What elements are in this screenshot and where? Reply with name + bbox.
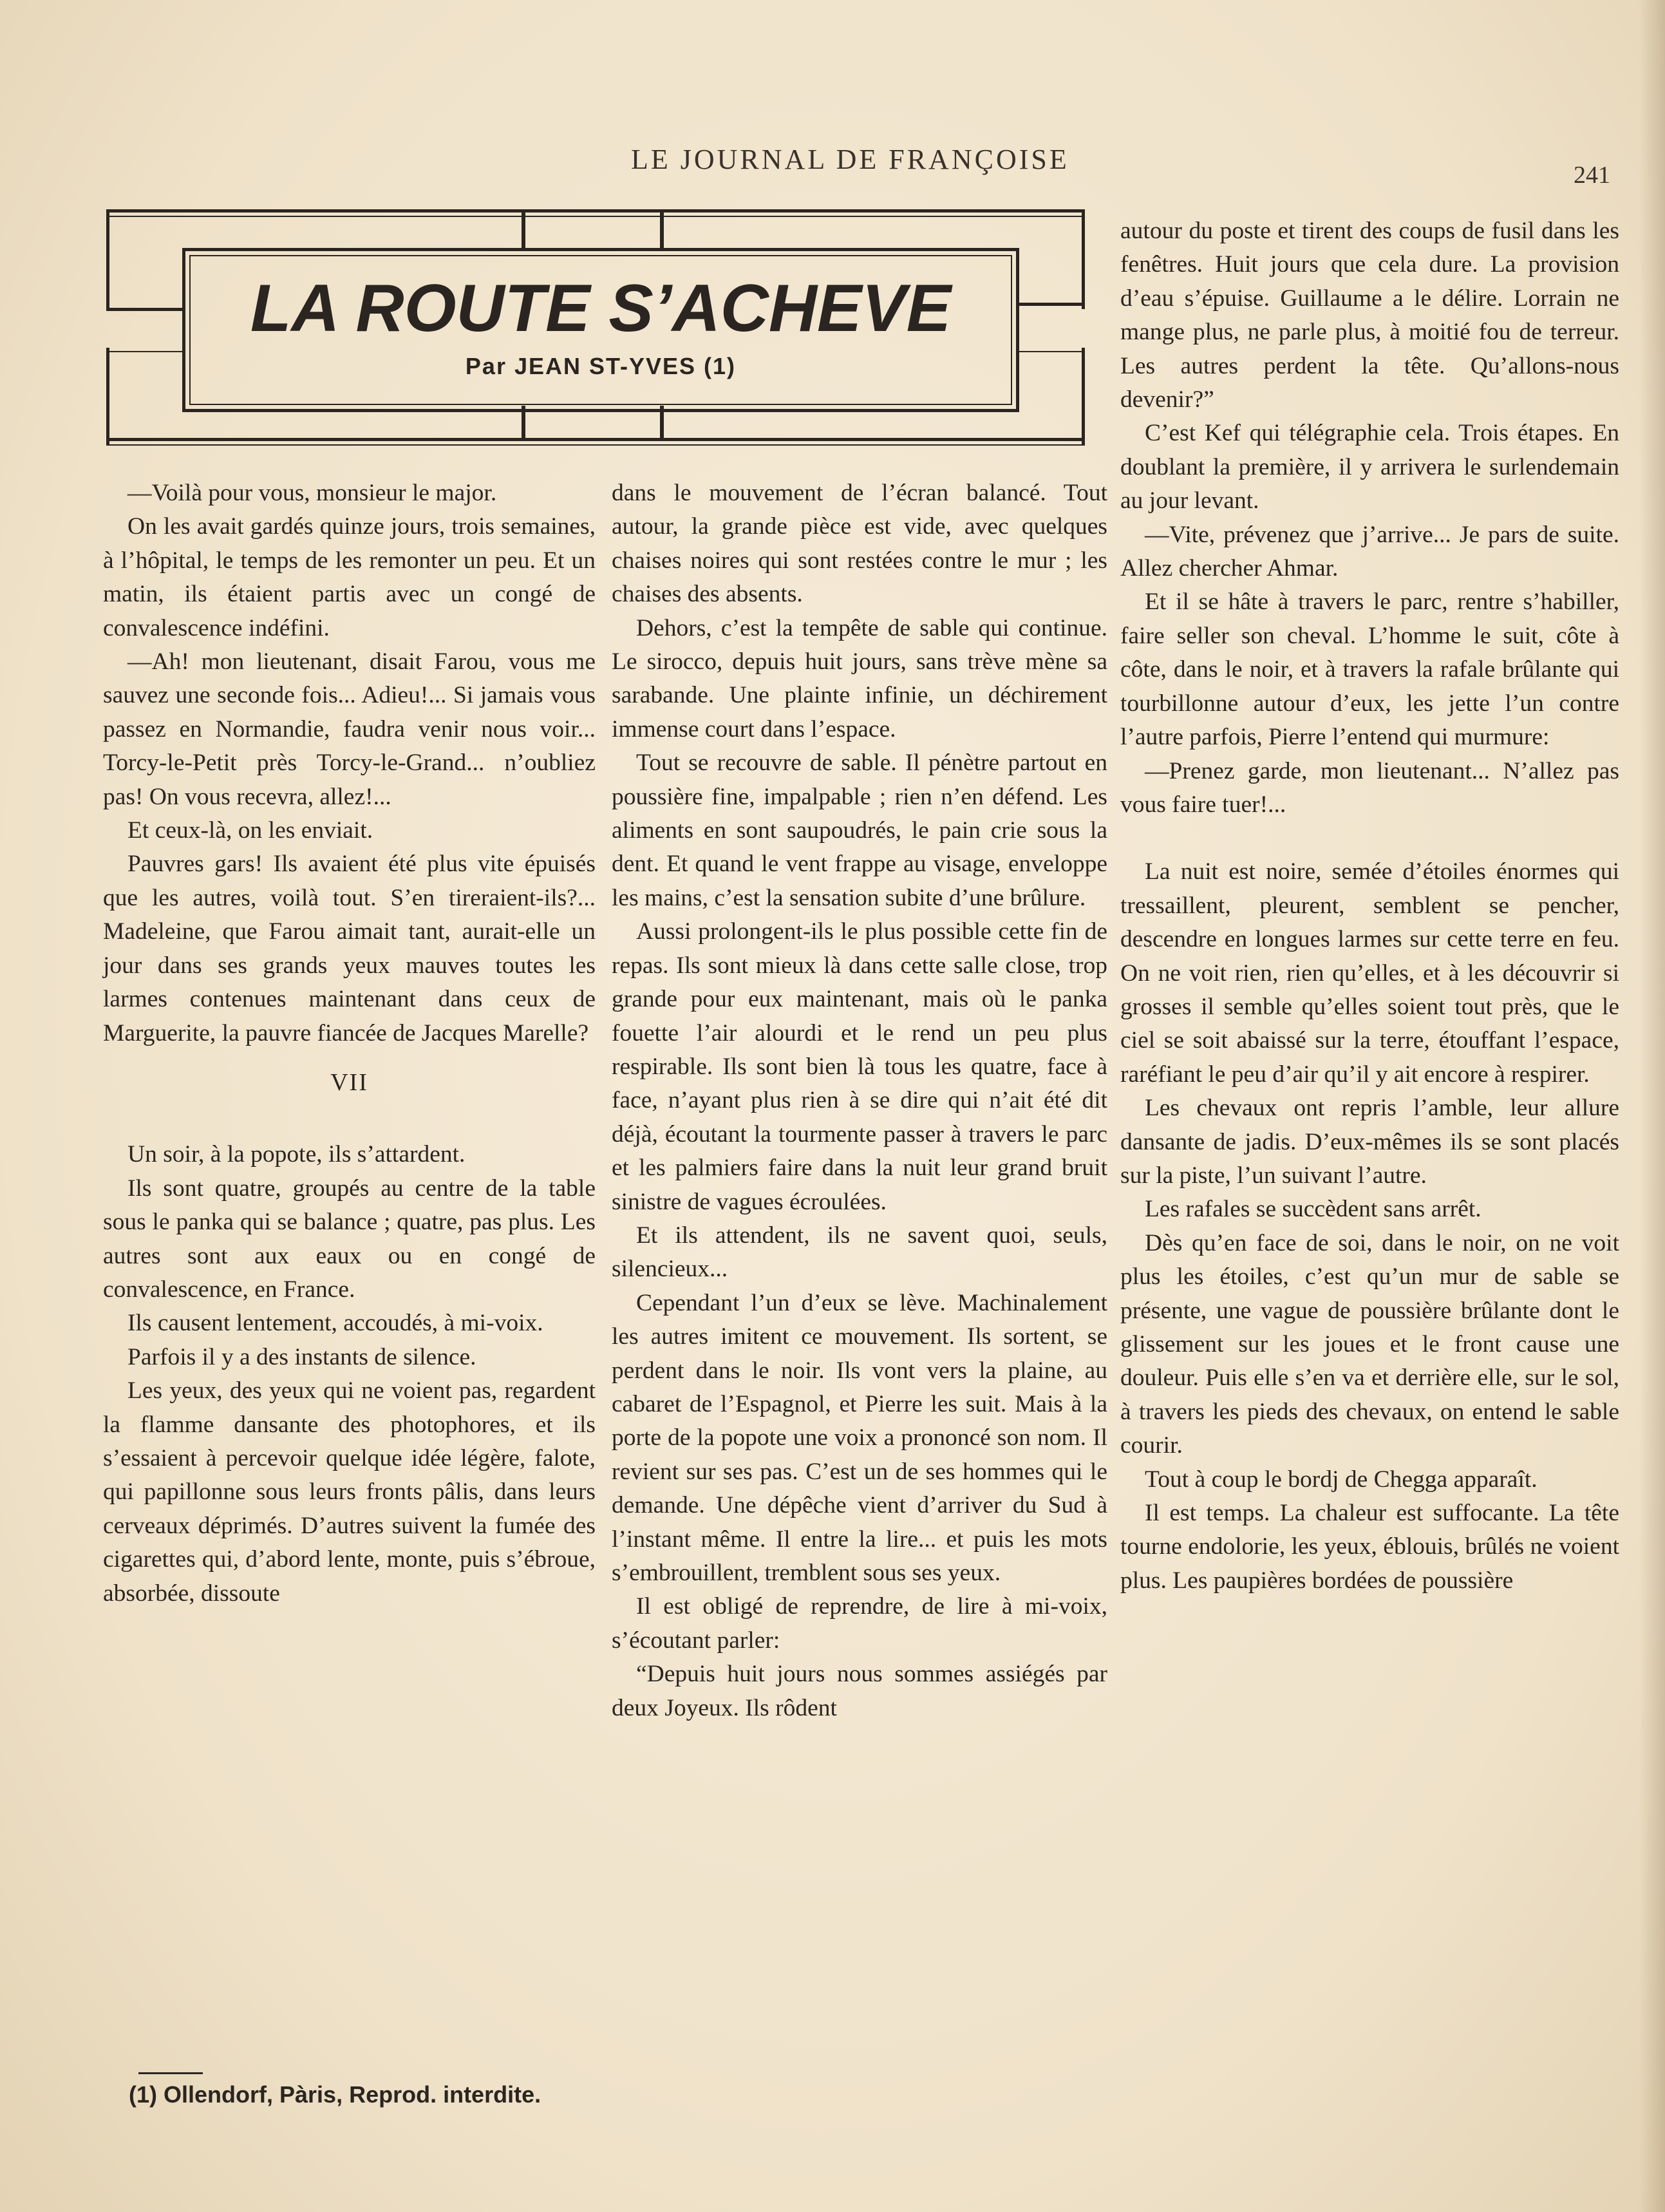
paragraph: —Vite, prévenez que j’arrive... Je pars de suite. Allez chercher Ahmar. [1120,521,1619,582]
paragraph: Tout se recouvre de sable. Il pénètre partout en poussière fine, impalpable ; rien n’en défend. Les aliments en sont saupoudrés, le pain crie sous la dent. Et quand le vent frappe au visage, enveloppe les mains, c’est la sensation subite d’une brûlure. [612,750,1107,911]
title-box [182,248,1019,412]
paragraph: Cependant l’un d’eux se lève. Machinalement les autres imitent ce mouvement. Ils sortent, se perdent dans le noir. Ils vont vers la plaine, au cabaret de l’Espagnol, et Pierre les suit. Mais à la porte de la popote une voix a prononcé son nom. Il revient sur ses pas. C’est un de ses hommes qui le demande. Une dépêche vient d’arriver du Sud à l’instant même. Il entre la lire... et puis les mots s’embrouillent, tremblent sous ses yeux. [612,1289,1107,1586]
section-heading: VII [330,1068,368,1096]
paragraph: —Ah! mon lieutenant, disait Farou, vous me sauvez une seconde fois... Adieu!... Si jamais vous passez en Normandie, faudra venir nous voir... Torcy-le-Petit près Torcy-le-Grand... n’oubliez pas! On vous recevra, allez!... [103,648,596,810]
paragraph: Pauvres gars! Ils avaient été plus vite épuisés que les autres, voilà tout. S’en tireraient-ils?... Madeleine, que Farou aimait tant, aurait-elle un jour dans ses grands yeux mauves toutes les larmes contenues maintenant dans ceux de Marguerite, la pauvre fiancée de Jacques Marelle? [103,851,596,1046]
paragraph: On les avait gardés quinze jours, trois semaines, à l’hôpital, le temps de les remonter un peu. Et un matin, ils étaient partis avec un congé de convalescence indéfini. [103,513,596,641]
column-3 [1120,214,1619,1598]
paragraph: autour du poste et tirent des coups de fusil dans les fenêtres. Huit jours que cela dure. La provision d’eau s’épuise. Guillaume a le délire. Lorrain ne mange plus, ne parle plus, à moitié fou de terreur. Les autres perdent la tête. Qu’allons-nous devenir?” [1120,218,1619,413]
paragraph: Les yeux, des yeux qui ne voient pas, regardent la flamme dansante des photophores, et ils s’essaient à percevoir quelque idée légère, falote, qui papillonne sous leurs fronts pâlis, dans leurs cerveaux déprimés. D’autres suivent la fumée des cigarettes qui, d’abord lente, monte, puis s’ébroue, absorbée, dissoute [103,1377,596,1607]
paragraph: Aussi prolongent-ils le plus possible cette fin de repas. Ils sont mieux là dans cette salle close, trop grande pour eux maintenant, mais où le panka fouette l’air alourdi et le rend un peu plus respirable. Ils sont bien là tous les quatre, face à face, n’ayant plus rien à se dire qui n’ait été dit déjà, écoutant la tourmente passer à travers le parc et les palmiers faire dans la nuit leur grand bruit sinistre de vagues écroulées. [612,918,1107,1215]
column-2 [612,477,1107,1725]
paragraph: La nuit est noire, semée d’étoiles énormes qui tressaillent, pleurent, semblent se pencher, descendre en longues larmes sur cette terre en feu. On ne voit rien, rien qu’elles, et à les découvrir si grosses il semble qu’elles soient tout près, que le ciel se soit abaissé sur la terre, étouffant l’espace, raréfiant le peu d’air qu’il y ait encore à respirer. [1120,858,1619,1088]
column-1 [103,477,596,1611]
paragraph: Et ils attendent, ils ne savent quoi, seuls, silencieux... [612,1222,1107,1283]
article-title: LA ROUTE S’ACHEVE [250,271,952,346]
paragraph: Il est temps. La chaleur est suffocante. La tête tourne endolorie, les yeux, éblouis, brûlés ne voient plus. Les paupières bordées de poussière [1120,1500,1619,1594]
page-number: 241 [1574,162,1610,189]
paragraph: “Depuis huit jours nous sommes assiégés par deux Joyeux. Ils rôdent [612,1661,1107,1721]
paragraph: Ils sont quatre, groupés au centre de la table sous le panka qui se balance ; quatre, pas plus. Les autres sont aux eaux ou en congé de convalescence, en France. [103,1175,596,1303]
footnote: (1) Ollendorf, Pàris, Reprod. interdite. [129,2081,541,2108]
paragraph: dans le mouvement de l’écran balancé. Tout autour, la grande pièce est vide, avec quelques chaises noires qui sont restées contre le mur ; les chaises des absents. [612,480,1107,608]
paragraph: Dès qu’en face de soi, dans le noir, on ne voit plus les étoiles, c’est qu’un mur de sable se présente, une vague de poussière brûlante dont le glissement sur les joues et le front cause une douleur. Puis elle s’en va et derrière elle, sur le sol, à travers les pieds des chevaux, on entend le sable courir. [1120,1229,1619,1459]
paragraph: —Voilà pour vous, monsieur le major. [127,480,497,506]
paragraph: Il est obligé de reprendre, de lire à mi-voix, s’écoutant parler: [612,1593,1107,1654]
paragraph: —Prenez garde, mon lieutenant... N’allez pas vous faire tuer!... [1120,757,1619,818]
article-byline: Par JEAN ST-YVES (1) [465,353,737,379]
paragraph: Ils causent lentement, accoudés, à mi-voix. [127,1310,543,1337]
paragraph: Et ceux-là, on les enviait. [127,817,373,844]
paragraph: Les chevaux ont repris l’amble, leur allure dansante de jadis. D’eux-mêmes ils se sont placés sur la piste, l’un suivant l’autre. [1120,1095,1619,1189]
paragraph: C’est Kef qui télégraphie cela. Trois étapes. En doublant la première, il y arrivera le surlendemain au jour levant. [1120,420,1619,515]
journal-header: LE JOURNAL DE FRANÇOISE [631,144,1069,175]
paragraph: Et il se hâte à travers le parc, rentre s’habiller, faire seller son cheval. L’homme le suit, côte à côte, dans le noir, et à travers la rafale brûlante qui tourbillonne autour d’eux, les jette l’un contre l’autre parfois, Pierre l’entend qui murmure: [1120,589,1619,751]
paragraph: Un soir, à la popote, ils s’attardent. [127,1141,466,1168]
paragraph: Parfois il y a des instants de silence. [127,1343,476,1370]
page-edge-shadow [1639,0,1665,2212]
paragraph: Dehors, c’est la tempête de sable qui continue. Le sirocco, depuis huit jours, sans trève mène sa sarabande. Une plainte infinie, un déchirement immense court dans l’espace. [612,614,1107,742]
paragraph: Les rafales se succèdent sans arrêt. [1145,1196,1482,1223]
paragraph: Tout à coup le bordj de Chegga apparaît. [1145,1466,1538,1493]
footnote-rule [138,2072,203,2074]
